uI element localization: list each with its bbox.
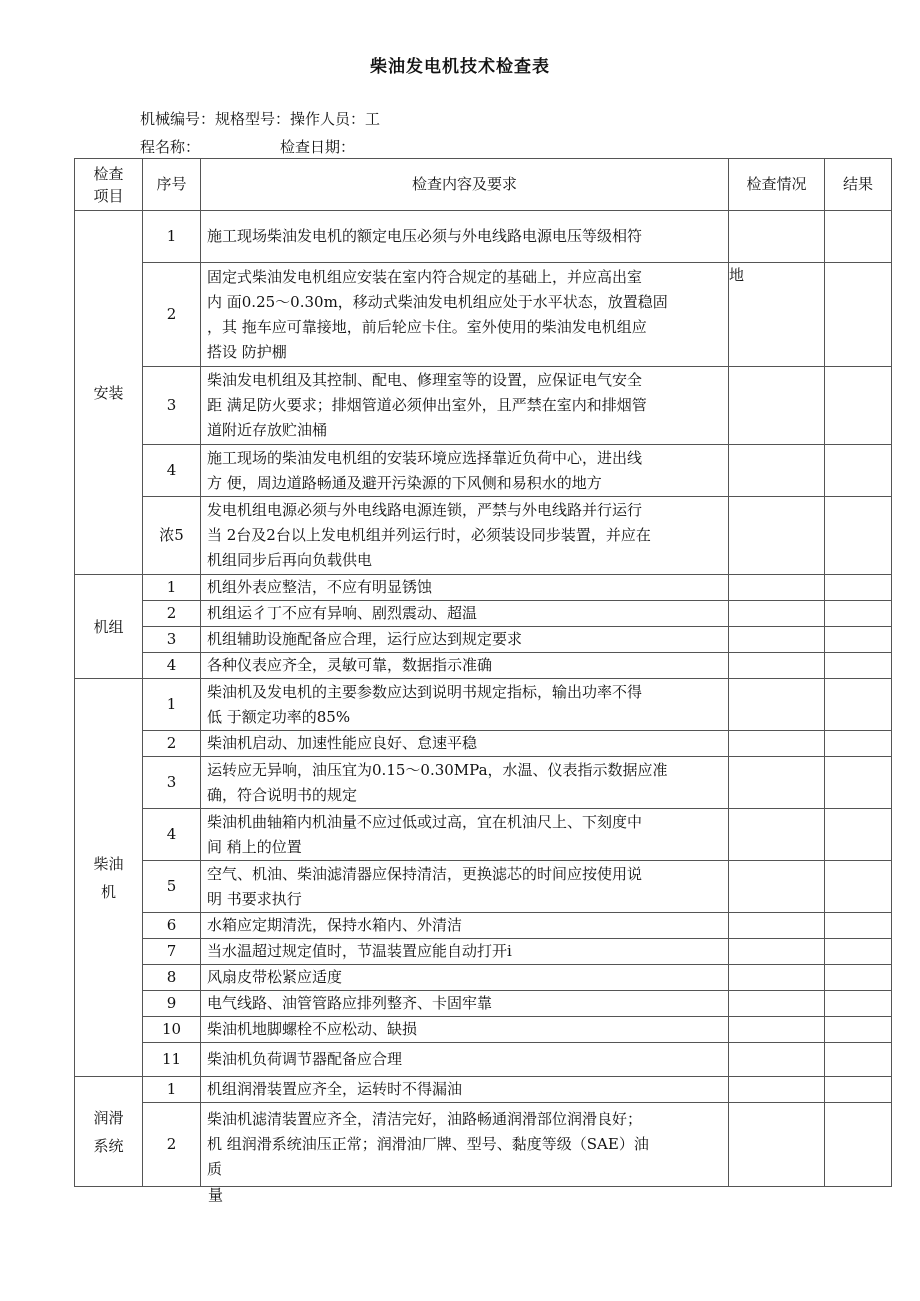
row-requirement [201,757,729,809]
row-inspection [729,1103,825,1187]
row-result [825,679,892,731]
requirement-line: 当水温超过规定值时，节温装置应能自动打开i [207,942,512,960]
requirement-line: 明 书要求执行 [207,889,302,908]
row-result [825,939,892,965]
requirement-line: 机组辅助设施配备应合理，运行应达到规定要求 [207,630,523,648]
row-result [825,653,892,679]
category-label: 安装 [93,383,124,402]
requirement-line: 当 2台及2台以上发电机组并列运行时，必须装设同步装置，并应在 [207,526,651,544]
category-lubrication [75,1077,143,1187]
table-row [75,679,892,731]
row-result [825,809,892,861]
table-row [75,1017,892,1043]
table-row [75,861,892,913]
row-seq: 1 [143,575,201,601]
row-inspection [729,679,825,731]
table-row [75,211,892,263]
header-result: 结果 [825,159,892,211]
row-requirement [201,1043,729,1077]
requirement-line: 低 于额定功率的85% [207,707,351,726]
table-row [75,731,892,757]
table-row [75,1043,892,1077]
table-row [75,939,892,965]
row-seq: 1 [143,211,201,263]
row-seq: 4 [143,653,201,679]
table-body [75,211,892,1187]
row-inspection [729,497,825,575]
requirement-line: 道附近存放贮油桶 [207,421,328,439]
table-row [75,445,892,497]
row-result [825,965,892,991]
row-requirement [201,965,729,991]
requirement-line: 柴油机曲轴箱内机油量不应过低或过高，宜在机油尺上、下刻度中 [207,812,643,831]
row-requirement [201,991,729,1017]
requirement-line: 机组运彳丁不应有异响、剧烈震动、超温 [207,604,478,622]
row-inspection [729,1043,825,1077]
table-row [75,913,892,939]
table-row [75,991,892,1017]
row-requirement [201,367,729,445]
row-seq: 4 [143,445,201,497]
row-inspection [729,965,825,991]
row-seq: 5 [143,861,201,913]
row-inspection [729,445,825,497]
category-label: 柴油机 [93,854,124,901]
header-category [75,159,143,211]
table-row [75,627,892,653]
row-inspection [729,627,825,653]
category-installation [75,211,143,575]
requirement-line: 固定式柴油发电机组应安装在室内符合规定的基础上，并应高出室 [207,267,643,286]
requirement-line: 确，符合说明书的规定 [207,785,358,804]
row-result [825,731,892,757]
row-inspection [729,913,825,939]
row-inspection [729,1077,825,1103]
table-row [75,757,892,809]
row-requirement [201,601,729,627]
row-result [825,757,892,809]
requirement-line: 柴油机启动、加速性能应良好、怠速平稳 [207,734,478,752]
row-requirement [201,1103,729,1187]
table-row [75,653,892,679]
row-seq: 10 [143,1017,201,1043]
requirement-line: 内 面0.25〜0.30m，移动式柴油发电机组应处于水平状态，放置稳固 [207,292,668,311]
row-seq: 2 [143,731,201,757]
row-requirement [201,263,729,367]
table-row [75,497,892,575]
row-seq: 6 [143,913,201,939]
row-result [825,861,892,913]
requirement-line: 质 [207,1160,223,1178]
row-result [825,575,892,601]
row-result [825,1103,892,1187]
requirement-line: 机组外表应整洁，不应有明显锈蚀 [207,578,433,596]
row-result [825,1017,892,1043]
row-seq: 3 [143,627,201,653]
row-inspection [729,367,825,445]
row-result [825,445,892,497]
requirement-line: 风扇皮带松紧应适度 [207,968,343,986]
row-seq: 4 [143,809,201,861]
row-requirement [201,809,729,861]
row-inspection [729,653,825,679]
header-category-line2: 项目 [93,186,124,205]
row-result [825,991,892,1017]
table-row [75,1103,892,1187]
row-requirement [201,1017,729,1043]
row-seq: 9 [143,991,201,1017]
row-inspection [729,991,825,1017]
row-seq: 3 [143,367,201,445]
header-row [75,159,892,211]
row-inspection [729,757,825,809]
requirement-line: 各种仪表应齐全，灵敏可靠，数据指示准确 [207,656,493,674]
requirement-line: 方 便，周边道路畅通及避开污染源的下风侧和易积水的地方 [207,473,602,492]
row-seq: 3 [143,757,201,809]
requirement-line: 柴油机负荷调节器配备应合理 [207,1050,403,1068]
row-result [825,263,892,367]
category-diesel-engine [75,679,143,1077]
meta-line-1: 机械编号：规格型号：操作人员：工 [140,110,381,128]
requirement-line: 间 稍上的位置 [207,837,302,856]
requirement-line: 施工现场柴油发电机的额定电压必须与外电线路电源电压等级相符 [207,227,643,245]
row-seq: 8 [143,965,201,991]
overflow-text: 量 [208,1186,224,1204]
row-requirement [201,731,729,757]
requirement-line: 发电机组电源必须与外电线路电源连锁，严禁与外电线路并行运行 [207,501,643,519]
meta-line-2 [140,136,355,157]
requirement-line: 机组润滑装置应齐全，运转时不得漏油 [207,1080,463,1098]
header-requirement: 检查内容及要求 [201,159,729,211]
requirement-line: 柴油发电机组及其控制、配电、修理室等的设置，应保证电气安全 [207,371,643,389]
requirement-line: 空气、机油、柴油滤清器应保持清洁，更换滤芯的时间应按使用说 [207,864,643,883]
requirement-line: 施工现场的柴油发电机组的安装环境应选择靠近负荷中心，进出线 [207,448,643,467]
row-requirement [201,445,729,497]
requirement-line: 柴油机滤清装置应齐全，清洁完好，油路畅通润滑部位润滑良好； [207,1110,643,1128]
row-result [825,627,892,653]
requirement-line: 运转应无异响，油压宜为0.15〜0.30MPa，水温、仪表指示数据应准 [207,760,668,779]
category-unit [75,575,143,679]
row-inspection [729,861,825,913]
table-row [75,367,892,445]
row-seq: 2 [143,601,201,627]
row-requirement [201,679,729,731]
category-label: 润滑系统 [93,1108,124,1155]
row-seq: 浓5 [143,497,201,575]
header-seq: 序号 [143,159,201,211]
row-inspection [729,601,825,627]
row-requirement [201,653,729,679]
row-result [825,601,892,627]
row-result [825,1077,892,1103]
project-name-label: 程名称： [140,138,201,156]
row-requirement [201,497,729,575]
row-inspection [729,809,825,861]
row-requirement [201,939,729,965]
requirement-line: 水箱应定期清洗，保持水箱内、外清洁 [207,916,463,934]
row-requirement [201,1077,729,1103]
inspection-date-label: 检查日期： [280,138,356,156]
requirement-line: 柴油机及发电机的主要参数应达到说明书规定指标，输出功率不得 [207,682,643,701]
requirement-line: 距 满足防火要求；排烟管道必须伸出室外，且严禁在室内和排烟管 [207,396,647,414]
header-inspection: 检查情况 [729,159,825,211]
row-requirement [201,211,729,263]
header-category-line1: 检查 [93,164,124,183]
document-title: 柴油发电机技术检查表 [370,57,550,77]
row-requirement [201,575,729,601]
table-row [75,263,892,367]
row-result [825,913,892,939]
row-requirement [201,627,729,653]
requirement-line: 柴油机地脚螺栓不应松动、缺损 [207,1020,418,1038]
table-row [75,601,892,627]
inspection-table [74,158,892,1187]
requirement-line: 搭设 防护棚 [207,342,287,361]
row-result [825,497,892,575]
row-inspection [729,575,825,601]
requirement-line: 电气线路、油管管路应排列整齐、卡固牢靠 [207,994,493,1012]
row-seq: 1 [143,679,201,731]
row-seq: 2 [143,263,201,367]
row-inspection: 地 [729,263,825,367]
row-seq: 2 [143,1103,201,1187]
requirement-line: ，其 拖车应可靠接地，前后轮应卡住。室外使用的柴油发电机组应 [207,317,647,336]
row-result [825,1043,892,1077]
row-seq: 11 [143,1043,201,1077]
row-result [825,367,892,445]
row-inspection [729,731,825,757]
row-inspection [729,939,825,965]
row-inspection [729,211,825,263]
table-row [75,809,892,861]
table-row [75,965,892,991]
row-seq: 7 [143,939,201,965]
table-row [75,1077,892,1103]
row-requirement [201,913,729,939]
row-result [825,211,892,263]
row-inspection [729,1017,825,1043]
row-seq: 1 [143,1077,201,1103]
requirement-line: 机 组润滑系统油压正常；润滑油厂牌、型号、黏度等级（SAE）油 [207,1135,649,1153]
table-row [75,575,892,601]
category-label: 机组 [93,617,124,636]
requirement-line: 机组同步后再向负载供电 [207,551,373,569]
row-requirement [201,861,729,913]
